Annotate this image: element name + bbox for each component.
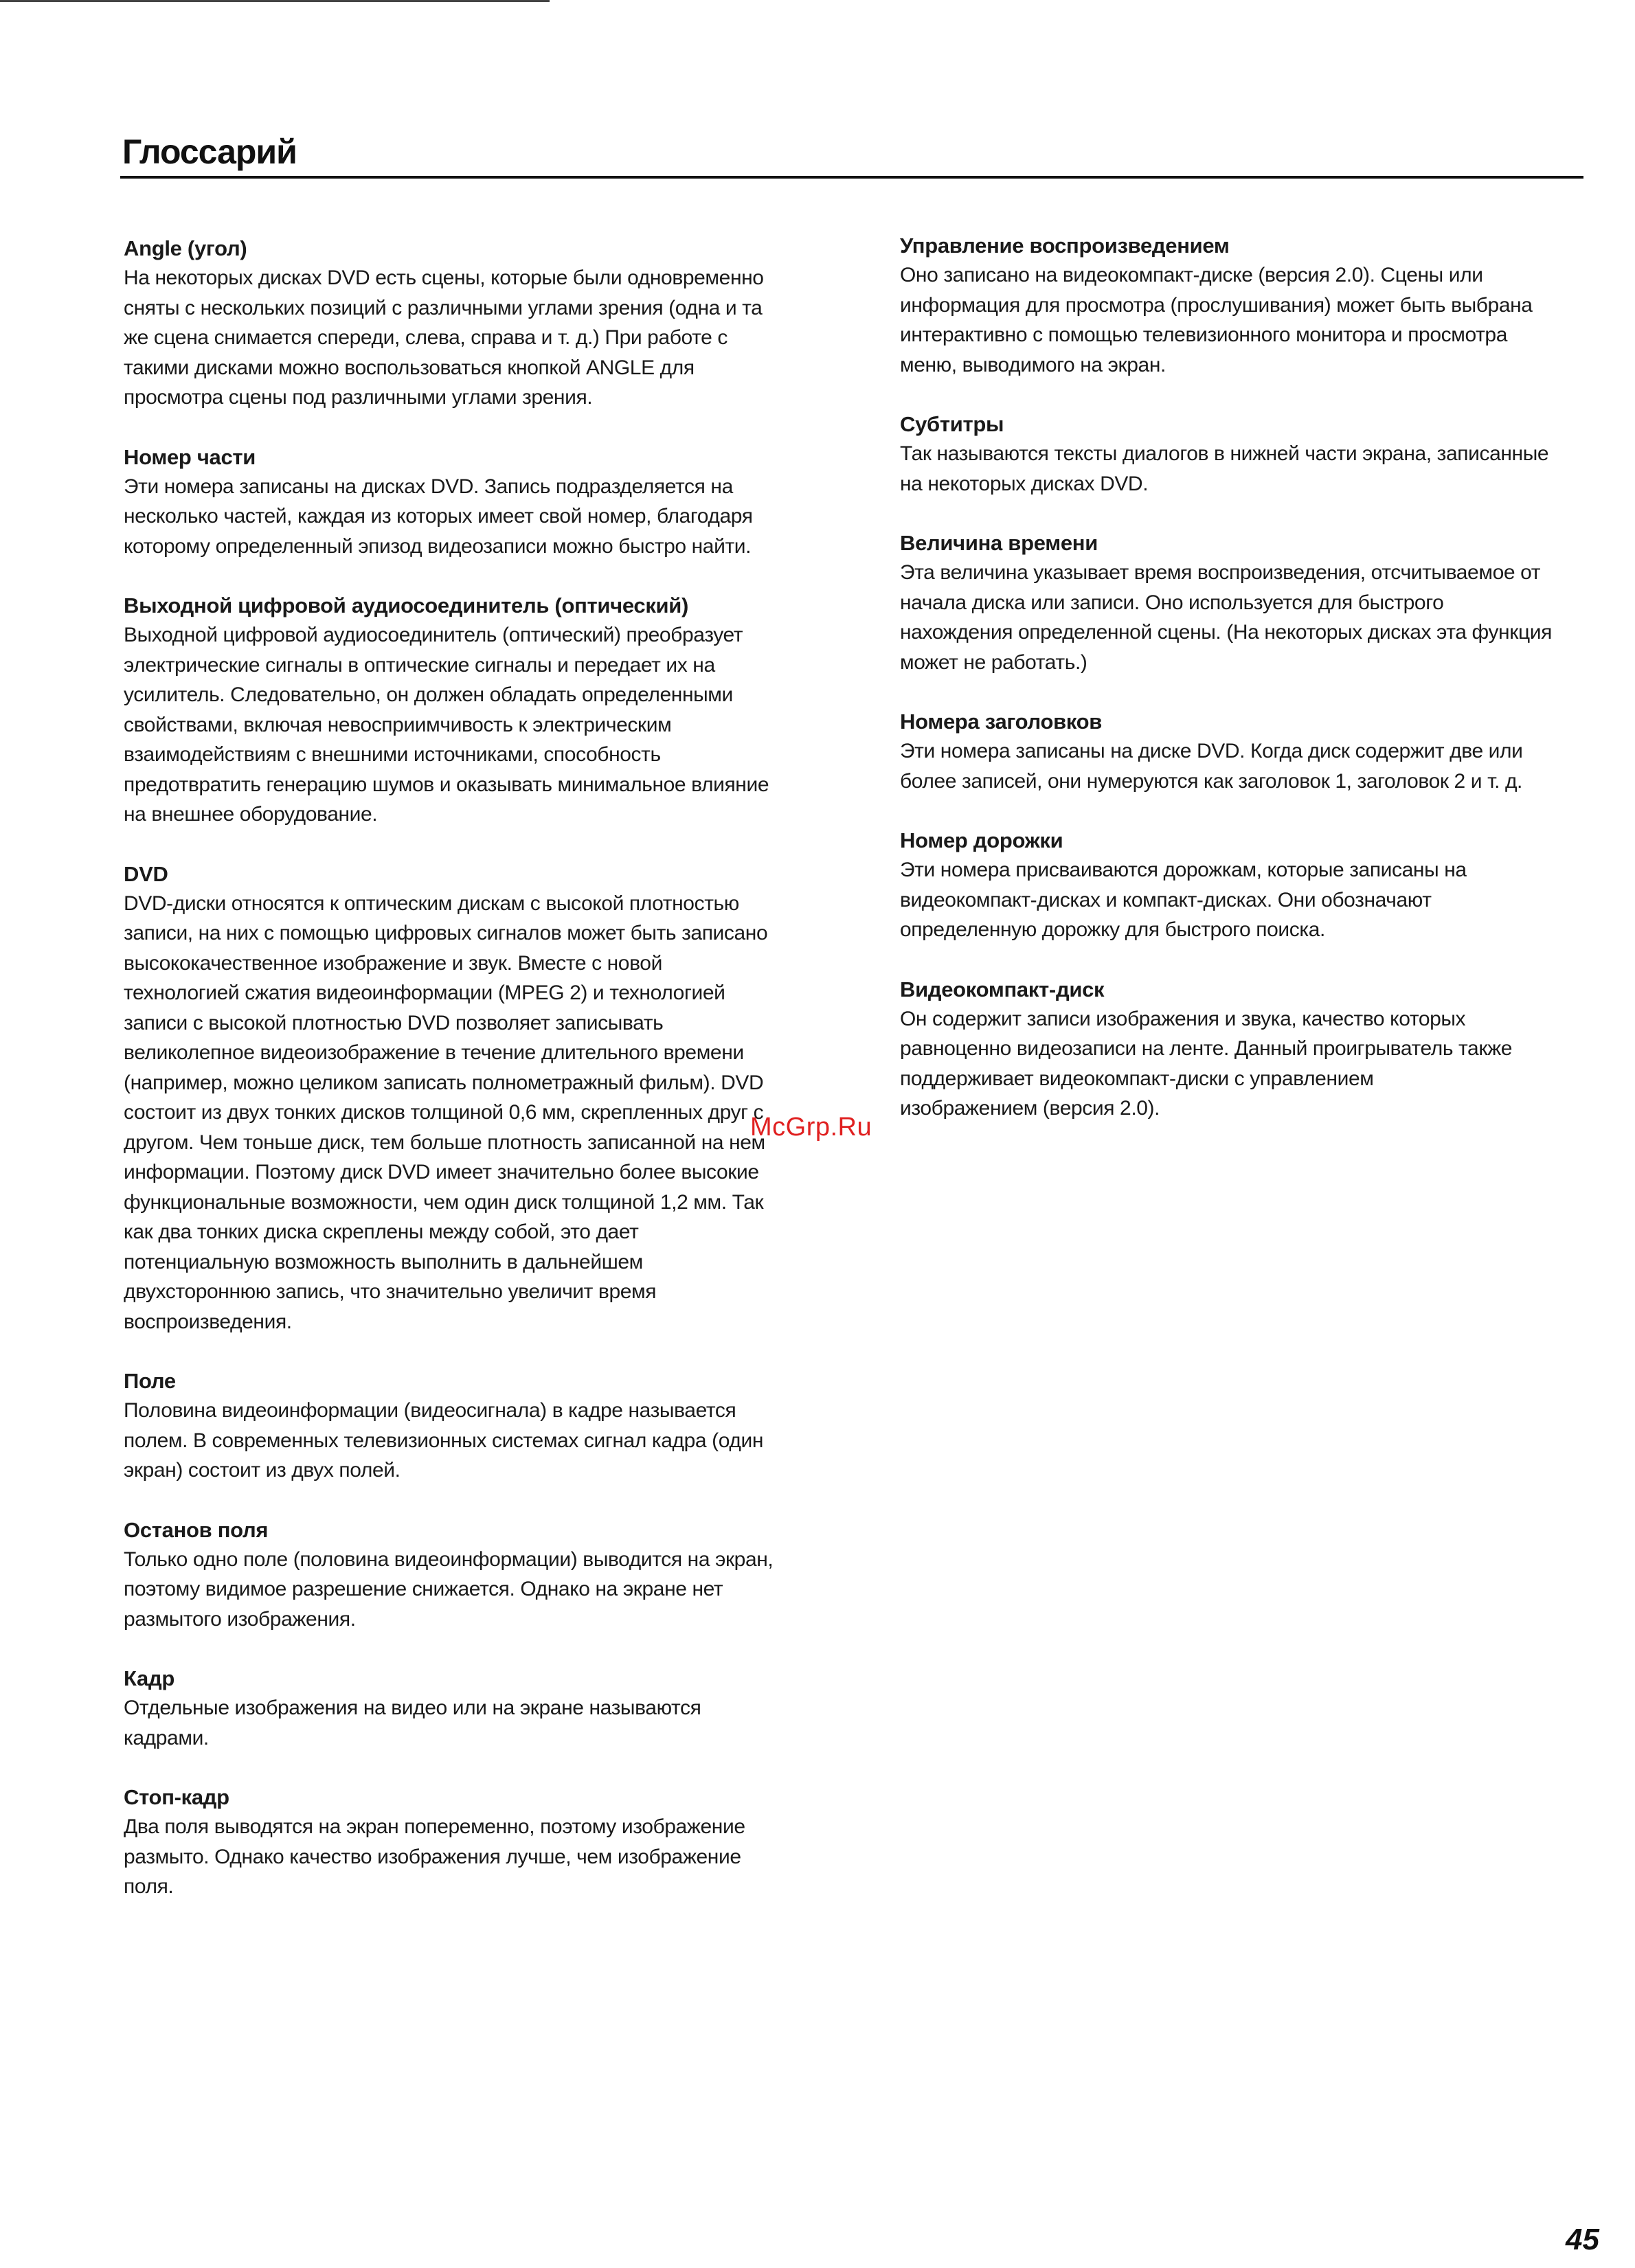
glossary-term: Управление воспроизведением <box>900 234 1230 258</box>
glossary-entry <box>900 975 1587 1124</box>
glossary-entry <box>124 442 811 562</box>
watermark-text: McGrp.Ru <box>750 1113 872 1142</box>
glossary-definition: Только одно поле (половина видеоинформации) выводится на экран, поэтому видимое разрешение снижается. Однако на экране нет размытого изображения. <box>124 1547 774 1631</box>
glossary-term: Останов поля <box>124 1517 269 1542</box>
glossary-entry <box>900 231 1587 380</box>
glossary-term: Номер дорожки <box>900 828 1063 852</box>
glossary-definition: На некоторых дисках DVD есть сцены, которые были одновременно сняты с нескольких позиций с различными углами зрения (одна и та же сцена снимается спереди, слева, справа и т. д.) При работе с такими дисками можно воспользоваться кнопкой ANGLE для просмотра сцены под различными углами зрения. <box>124 267 764 409</box>
glossary-term: Видеокомпакт-диск <box>900 977 1105 1001</box>
glossary-entry <box>124 1664 811 1753</box>
title-underline <box>120 176 1583 179</box>
glossary-term: Субтитры <box>900 412 1004 436</box>
glossary-entry <box>124 1782 811 1902</box>
right-column <box>900 231 1587 1153</box>
glossary-entry <box>900 409 1587 499</box>
glossary-entry <box>124 859 811 1337</box>
glossary-entry <box>124 591 811 830</box>
glossary-entry <box>900 826 1587 945</box>
glossary-definition: Эти номера записаны на диске DVD. Когда диск содержит две или более записей, они нумеруются как заголовок 1, заголовок 2 и т. д. <box>900 740 1523 793</box>
glossary-definition: Оно записано на видеокомпакт-диске (версия 2.0). Сцены или информация для просмотра (прослушивания) может быть выбрана интерактивно с помощью телевизионного монитора и просмотра меню, выводимого на экран. <box>900 264 1533 376</box>
glossary-term: Выходной цифровой аудиосоединитель (оптический) <box>124 593 689 617</box>
glossary-term: Величина времени <box>900 531 1098 555</box>
glossary-term: Номер части <box>124 444 256 469</box>
glossary-definition: Так называются тексты диалогов в нижней части экрана, записанные на некоторых дисках DVD. <box>900 442 1549 495</box>
glossary-term: DVD <box>124 861 168 886</box>
glossary-term: Поле <box>124 1369 176 1393</box>
glossary-definition: Эта величина указывает время воспроизведения, отсчитываемое от начала диска или записи. Оно используется для быстрого нахождения определенной сцены. (На некоторых дисках эта функция может не работать.) <box>900 561 1552 674</box>
page-number: 45 <box>1566 2223 1599 2256</box>
glossary-definition: Он содержит записи изображения и звука, качество которых равноценно видеозаписи на ленте. Данный проигрыватель также поддерживает видеокомпакт-диски с управлением изображением (версия 2.0). <box>900 1007 1513 1120</box>
top-scan-rule <box>0 0 550 2</box>
glossary-term: Кадр <box>124 1666 174 1690</box>
glossary-definition: DVD-диски относятся к оптическим дискам с высокой плотностью записи, на них с помощью цифровых сигналов может быть записано высококачественное изображение и звук. Вместе с новой технологией сжатия видеоинформации (MPEG 2) и технологией записи с высокой плотностью DVD позволяет записывать великолепное видеоизображение в течение длительного времени (например, можно целиком записать полнометражный фильм). DVD состоит из двух тонких дисков толщиной 0,6 мм, скрепленных друг с другом. Чем тоньше диск, тем больше плотность записанной на нем информации. Поэтому диск DVD имеет значительно более высокие функциональные возможности, чем один диск толщиной 1,2 мм. Так как два тонких диска скреплены между собой, это дает потенциальную возможность выполнить в дальнейшем двухстороннюю запись, что значительно увеличит время воспроизведения. <box>124 892 768 1333</box>
page-title: Глоссарий <box>122 133 297 171</box>
glossary-definition: Эти номера присваиваются дорожкам, которые записаны на видеокомпакт-дисках и компакт-дисках. Они обозначают определенную дорожку для быстрого поиска. <box>900 859 1467 941</box>
glossary-entry <box>124 1366 811 1486</box>
glossary-entry <box>124 1515 811 1635</box>
glossary-definition: Два поля выводятся на экран попеременно, поэтому изображение размыто. Однако качество изображения лучше, чем изображение поля. <box>124 1815 745 1898</box>
glossary-definition: Эти номера записаны на дисках DVD. Запись подразделяется на несколько частей, каждая из которых имеет свой номер, благодаря которому определенный эпизод видеозаписи можно быстро найти. <box>124 475 753 558</box>
left-column <box>124 234 811 1931</box>
glossary-term: Номера заголовков <box>900 710 1103 734</box>
glossary-definition: Половина видеоинформации (видеосигнала) в кадре называется полем. В современных телевизионных системах сигнал кадра (один экран) состоит из двух полей. <box>124 1399 763 1482</box>
glossary-entry <box>124 234 811 413</box>
glossary-term: Стоп-кадр <box>124 1785 229 1809</box>
glossary-term: Angle (угол) <box>124 236 247 260</box>
glossary-entry <box>900 707 1587 796</box>
glossary-entry <box>900 528 1587 677</box>
glossary-definition: Выходной цифровой аудиосоединитель (оптический) преобразует электрические сигналы в оптические сигналы и передает их на усилитель. Следовательно, он должен обладать определенными свойствами, включая невосприимчивость к электрическим взаимодействиям с внешними источниками, способность предотвратить генерацию шумов и оказывать минимальное влияние на внешнее оборудование. <box>124 624 769 826</box>
glossary-definition: Отдельные изображения на видео или на экране называются кадрами. <box>124 1697 701 1749</box>
